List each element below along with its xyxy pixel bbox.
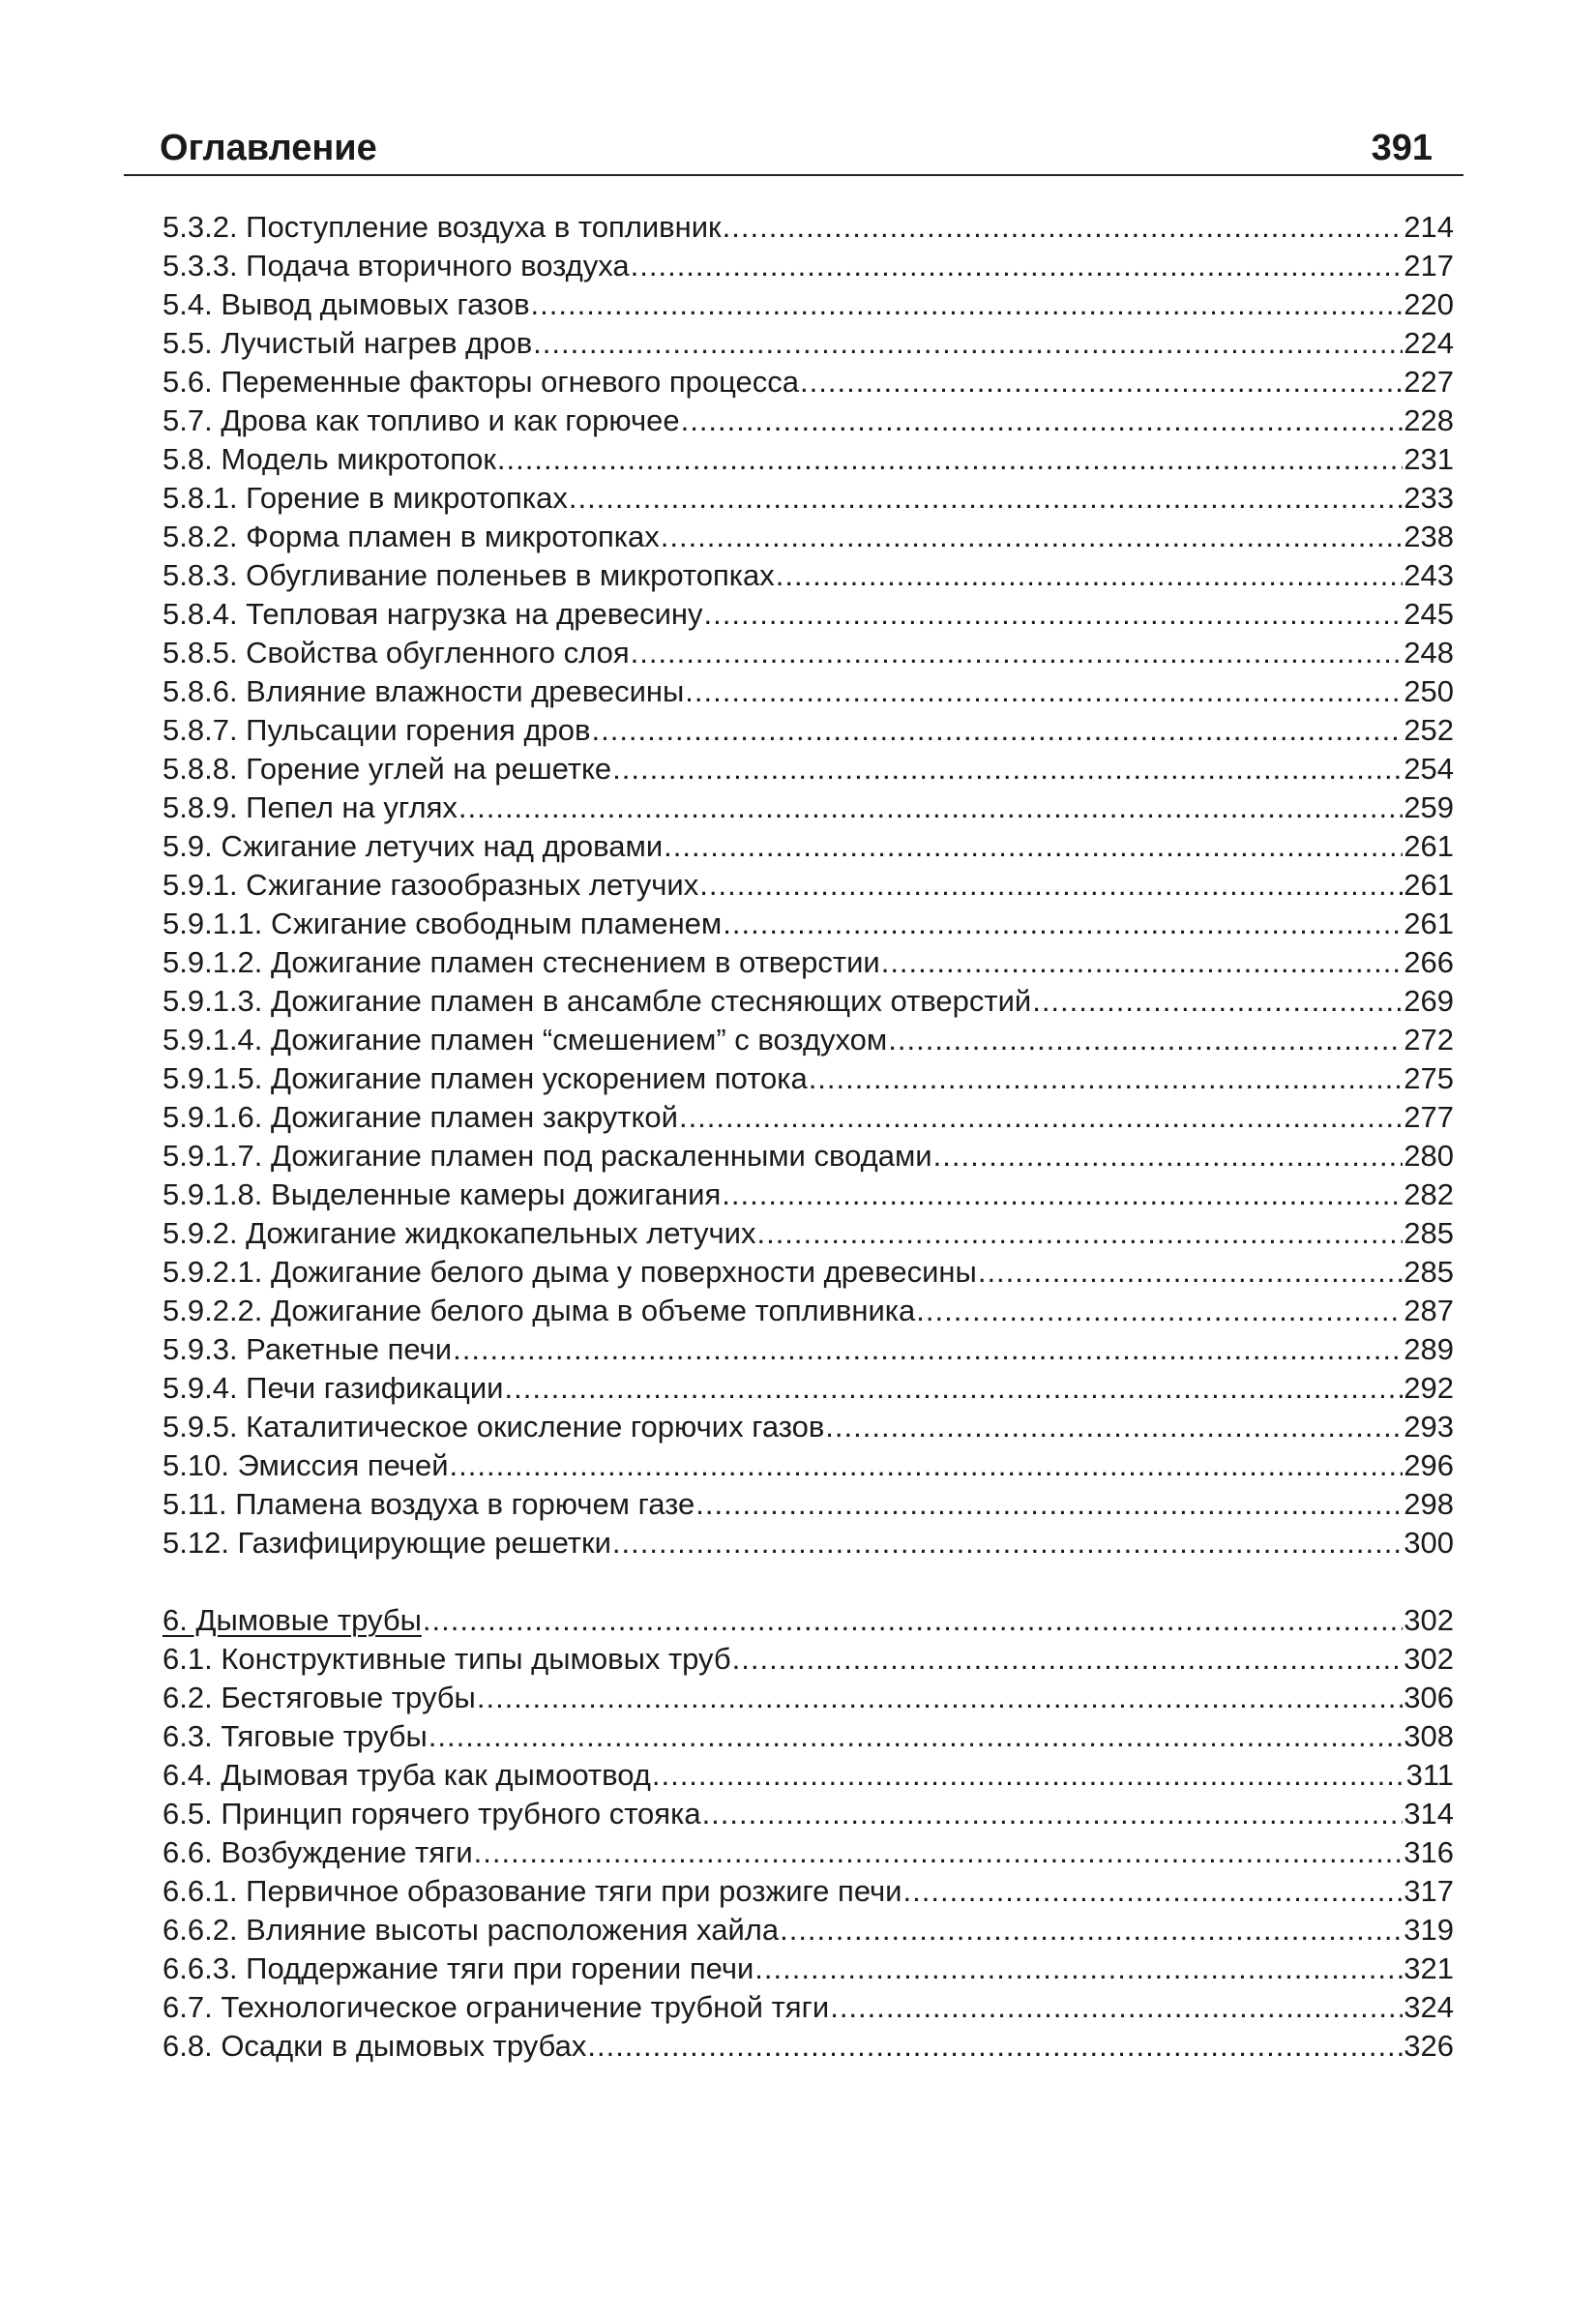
toc-entry[interactable] (163, 1717, 1454, 1756)
toc-entry[interactable] (163, 1214, 1454, 1253)
toc-entry-page: 311 (1405, 1758, 1454, 1792)
dot-leader (474, 1833, 1404, 1872)
toc-entry[interactable] (163, 982, 1454, 1021)
toc-entry-title: 5.6. Переменные факторы огневого процесса (163, 365, 800, 399)
toc-entry-page: 261 (1404, 829, 1454, 863)
toc-entry-title: 5.5. Лучистый нагрев дров (163, 326, 533, 360)
toc-entry-page: 302 (1404, 1642, 1454, 1676)
toc-entry-title: 5.9.1. Сжигание газообразных летучих (163, 868, 699, 902)
toc-entry-title: 5.9.2.1. Дожигание белого дыма у поверхности древесины (163, 1255, 977, 1289)
dot-leader (569, 479, 1403, 518)
toc-entry[interactable] (163, 595, 1454, 634)
toc-entry-title: 5.4. Вывод дымовых газов (163, 287, 530, 321)
toc-chapter-6[interactable] (163, 1601, 1454, 1640)
toc-entry-page: 245 (1404, 597, 1454, 631)
dot-leader (458, 789, 1403, 827)
table-of-contents (163, 208, 1454, 2066)
toc-entry-page: 298 (1404, 1487, 1454, 1521)
toc-entry-title: 5.3.2. Поступление воздуха в топливник (163, 210, 722, 244)
toc-entry[interactable] (163, 402, 1454, 440)
toc-entry[interactable] (163, 518, 1454, 556)
toc-entry-page: 306 (1404, 1681, 1454, 1714)
toc-entry-page: 250 (1404, 674, 1454, 708)
toc-entry-title: 5.8.8. Горение углей на решетке (163, 752, 612, 786)
toc-entry-page: 321 (1404, 1951, 1454, 1985)
toc-entry[interactable] (163, 363, 1454, 402)
toc-entry-page: 277 (1404, 1100, 1454, 1134)
toc-entry-page: 316 (1404, 1835, 1454, 1869)
toc-entry-title: 5.8.5. Свойства обугленного слоя (163, 636, 630, 670)
toc-entry-title: 5.3.3. Подача вторичного воздуха (163, 249, 630, 283)
dot-leader (916, 1292, 1403, 1330)
toc-entry-title: 5.9.4. Печи газификации (163, 1371, 504, 1405)
section-5-entries (163, 208, 1454, 1563)
toc-entry-page: 252 (1404, 713, 1454, 747)
dot-leader (631, 247, 1404, 285)
dot-leader (681, 402, 1404, 440)
dot-leader (531, 285, 1404, 324)
toc-entry-page: 326 (1404, 2029, 1454, 2063)
toc-entry[interactable] (163, 324, 1454, 363)
toc-entry[interactable] (163, 1872, 1454, 1911)
toc-entry-title: 5.8.1. Горение в микротопках (163, 481, 568, 515)
toc-entry-page: 243 (1404, 558, 1454, 592)
dot-leader (830, 1988, 1403, 2027)
toc-entry-title: 6.7. Технологическое ограничение трубной тяги (163, 1990, 830, 2024)
dot-leader (756, 1214, 1403, 1253)
toc-entry-title: 5.9.1.2. Дожигание пламен стеснением в отверстии (163, 945, 880, 979)
dot-leader (679, 1098, 1403, 1137)
toc-entry-title: 5.9.1.6. Дожигание пламен закруткой (163, 1100, 678, 1134)
toc-entry-page: 227 (1404, 365, 1454, 399)
toc-entry-title: 5.7. Дрова как топливо и как горючее (163, 403, 680, 437)
toc-entry[interactable] (163, 866, 1454, 905)
toc-entry[interactable] (163, 1021, 1454, 1059)
section-6-entries (163, 1640, 1454, 2066)
toc-entry[interactable] (163, 247, 1454, 285)
toc-entry[interactable] (163, 1679, 1454, 1717)
dot-leader (429, 1717, 1404, 1756)
toc-entry-page: 275 (1404, 1061, 1454, 1095)
dot-leader (888, 1021, 1403, 1059)
dot-leader (450, 1446, 1404, 1485)
dot-leader (695, 1485, 1403, 1524)
toc-entry[interactable] (163, 1950, 1454, 1988)
dot-leader (652, 1756, 1405, 1795)
toc-entry-page: 300 (1404, 1526, 1454, 1560)
page-number: 391 (1371, 128, 1433, 168)
toc-entry[interactable] (163, 943, 1454, 982)
toc-entry[interactable] (163, 1833, 1454, 1872)
toc-entry[interactable] (163, 1524, 1454, 1563)
toc-entry-page: 231 (1404, 442, 1454, 476)
toc-entry-title: 6.1. Конструктивные типы дымовых труб (163, 1642, 731, 1676)
toc-entry-title: 6.5. Принцип горячего трубного стояка (163, 1797, 701, 1831)
toc-entry[interactable] (163, 1911, 1454, 1950)
toc-entry-title: 5.8.7. Пульсации горения дров (163, 713, 591, 747)
dot-leader (612, 1524, 1403, 1563)
toc-entry[interactable] (163, 1640, 1454, 1679)
dot-leader (780, 1911, 1403, 1950)
dot-leader (800, 363, 1403, 402)
toc-entry[interactable] (163, 1253, 1454, 1292)
dot-leader (732, 1640, 1404, 1679)
toc-entry[interactable] (163, 1176, 1454, 1214)
toc-entry-title: 5.9.1.3. Дожигание пламен в ансамбле стесняющих отверстий (163, 984, 1032, 1018)
toc-entry[interactable] (163, 827, 1454, 866)
toc-entry-title: 5.9.3. Ракетные печи (163, 1332, 453, 1366)
toc-entry-page: 302 (1404, 1603, 1454, 1637)
toc-entry[interactable] (163, 634, 1454, 672)
toc-entry-title: 5.9.2. Дожигание жидкокапельных летучих (163, 1216, 756, 1250)
toc-entry[interactable] (163, 905, 1454, 943)
toc-entry-page: 285 (1404, 1216, 1454, 1250)
toc-entry-title: 6.2. Бестяговые трубы (163, 1681, 476, 1714)
toc-entry-page: 292 (1404, 1371, 1454, 1405)
toc-entry-page: 289 (1404, 1332, 1454, 1366)
toc-entry[interactable] (163, 1485, 1454, 1524)
toc-entry-title: 5.8. Модель микротопок (163, 442, 496, 476)
toc-entry[interactable] (163, 1292, 1454, 1330)
toc-entry-page: 217 (1404, 249, 1454, 283)
toc-entry-title: 6.6. Возбуждение тяги (163, 1835, 473, 1869)
dot-leader (664, 827, 1403, 866)
dot-leader (978, 1253, 1403, 1292)
dot-leader (825, 1408, 1403, 1446)
dot-leader (497, 440, 1403, 479)
toc-entry-title: 6.6.1. Первичное образование тяги при розжиге печи (163, 1874, 902, 1908)
toc-entry-title: 5.9.1.4. Дожигание пламен “смешением” с воздухом (163, 1023, 888, 1057)
toc-entry-page: 228 (1404, 403, 1454, 437)
toc-entry-page: 272 (1404, 1023, 1454, 1057)
dot-leader (723, 208, 1404, 247)
dot-leader (723, 905, 1403, 943)
toc-entry-page: 280 (1404, 1139, 1454, 1173)
toc-entry-page: 233 (1404, 481, 1454, 515)
toc-entry-title: 5.9.5. Каталитическое окисление горючих газов (163, 1410, 825, 1444)
toc-entry-title: 5.12. Газифицирующие решетки (163, 1526, 611, 1560)
toc-entry-title: 5.8.3. Обугливание поленьев в микротопках (163, 558, 775, 592)
dot-leader (533, 324, 1403, 363)
dot-leader (903, 1872, 1404, 1911)
toc-entry-title: 6.6.2. Влияние высоты расположения хайла (163, 1913, 780, 1947)
dot-leader (423, 1601, 1403, 1640)
dot-leader (809, 1059, 1404, 1098)
dot-leader (699, 866, 1403, 905)
toc-entry-page: 261 (1404, 907, 1454, 940)
toc-entry[interactable] (163, 1059, 1454, 1098)
toc-entry[interactable] (163, 208, 1454, 247)
toc-entry-page: 282 (1404, 1177, 1454, 1211)
dot-leader (685, 672, 1403, 711)
toc-entry-page: 293 (1404, 1410, 1454, 1444)
toc-entry[interactable] (163, 479, 1454, 518)
toc-entry-title: 6.8. Осадки в дымовых трубах (163, 2029, 587, 2063)
toc-entry-page: 324 (1404, 1990, 1454, 2024)
toc-entry[interactable] (163, 750, 1454, 789)
toc-entry-title: 5.9.1.1. Сжигание свободным пламенем (163, 907, 723, 940)
toc-entry[interactable] (163, 285, 1454, 324)
toc-entry-title: 5.8.6. Влияние влажности древесины (163, 674, 685, 708)
dot-leader (881, 943, 1404, 982)
dot-leader (631, 634, 1404, 672)
toc-entry-page: 261 (1404, 868, 1454, 902)
dot-leader (477, 1679, 1403, 1717)
dot-leader (661, 518, 1404, 556)
toc-entry-page: 269 (1404, 984, 1454, 1018)
dot-leader (587, 2027, 1403, 2066)
toc-entry-page: 314 (1404, 1797, 1454, 1831)
toc-entry-page: 296 (1404, 1448, 1454, 1482)
toc-entry-title: 5.9.2.2. Дожигание белого дыма в объеме топливника (163, 1294, 916, 1327)
toc-entry-page: 220 (1404, 287, 1454, 321)
toc-entry-title: 5.8.9. Пепел на углях (163, 790, 458, 824)
dot-leader (591, 711, 1403, 750)
toc-entry-title: 5.9. Сжигание летучих над дровами (163, 829, 664, 863)
toc-entry-title: 5.11. Пламена воздуха в горючем газе (163, 1487, 695, 1521)
toc-entry-page: 238 (1404, 520, 1454, 553)
toc-entry[interactable] (163, 1446, 1454, 1485)
toc-entry-page: 285 (1404, 1255, 1454, 1289)
toc-entry-title: 5.8.4. Тепловая нагрузка на древесину (163, 597, 703, 631)
toc-entry-page: 248 (1404, 636, 1454, 670)
toc-entry-title: 6.3. Тяговые трубы (163, 1719, 428, 1753)
toc-entry-page: 266 (1404, 945, 1454, 979)
toc-entry-title: 6.6.3. Поддержание тяги при горении печи (163, 1951, 754, 1985)
toc-entry-title: 5.8.2. Форма пламен в микротопках (163, 520, 660, 553)
section-gap (163, 1563, 1454, 1601)
toc-entry-page: 319 (1404, 1913, 1454, 1947)
toc-entry-page: 254 (1404, 752, 1454, 786)
toc-entry-page: 287 (1404, 1294, 1454, 1327)
toc-entry[interactable] (163, 1369, 1454, 1408)
toc-entry-page: 224 (1404, 326, 1454, 360)
toc-entry-page: 308 (1404, 1719, 1454, 1753)
toc-entry[interactable] (163, 789, 1454, 827)
toc-entry-page: 317 (1404, 1874, 1454, 1908)
toc-entry[interactable] (163, 440, 1454, 479)
toc-entry[interactable] (163, 1330, 1454, 1369)
header-divider (124, 174, 1463, 176)
dot-leader (722, 1176, 1403, 1214)
toc-entry[interactable] (163, 1408, 1454, 1446)
dot-leader (702, 1795, 1404, 1833)
dot-leader (776, 556, 1404, 595)
toc-entry[interactable] (163, 1795, 1454, 1833)
toc-entry-page: 214 (1404, 210, 1454, 244)
dot-leader (933, 1137, 1404, 1176)
toc-entry[interactable] (163, 1098, 1454, 1137)
toc-entry-title: 5.9.1.8. Выделенные камеры дожигания (163, 1177, 722, 1211)
toc-entry[interactable] (163, 672, 1454, 711)
dot-leader (1032, 982, 1403, 1021)
toc-entry-title: 6.4. Дымовая труба как дымоотвод (163, 1758, 651, 1792)
dot-leader (453, 1330, 1403, 1369)
toc-entry[interactable] (163, 1137, 1454, 1176)
toc-entry[interactable] (163, 2027, 1454, 2066)
toc-entry-title: 5.9.1.5. Дожигание пламен ускорением потока (163, 1061, 808, 1095)
dot-leader (704, 595, 1404, 634)
dot-leader (505, 1369, 1404, 1408)
page-header (158, 124, 1444, 172)
toc-entry-page: 259 (1404, 790, 1454, 824)
toc-entry-title: 5.10. Эмиссия печей (163, 1448, 449, 1482)
toc-entry[interactable] (163, 556, 1454, 595)
page-title: Оглавление (160, 128, 377, 168)
toc-entry[interactable] (163, 1988, 1454, 2027)
toc-entry-title: 6. Дымовые трубы (163, 1603, 422, 1637)
toc-entry-title: 5.9.1.7. Дожигание пламен под раскаленными сводами (163, 1139, 932, 1173)
dot-leader (612, 750, 1403, 789)
dot-leader (754, 1950, 1403, 1988)
toc-entry[interactable] (163, 711, 1454, 750)
toc-entry[interactable] (163, 1756, 1454, 1795)
